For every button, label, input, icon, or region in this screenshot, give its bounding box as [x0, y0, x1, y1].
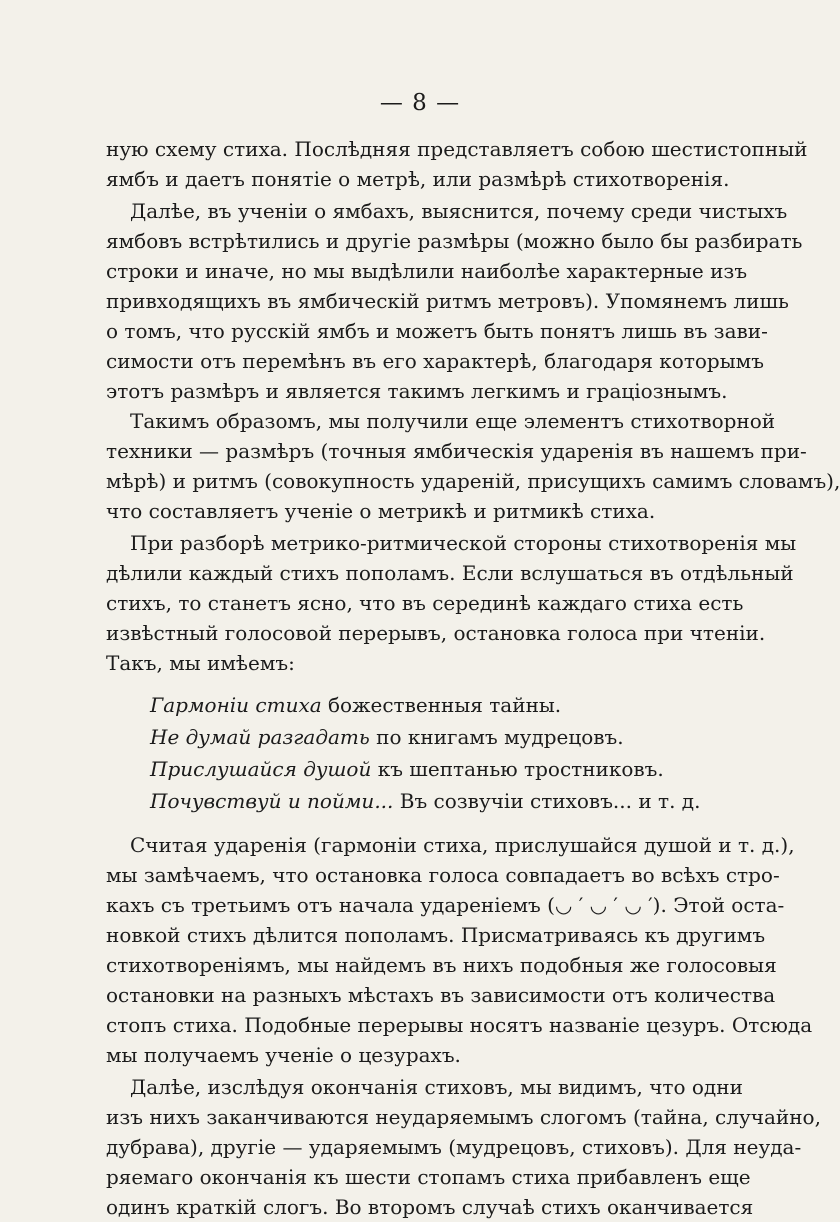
verse-first-hemistich: Гармоніи стиха — [150, 693, 322, 717]
verse-second-hemistich: божественныя тайны. — [321, 693, 562, 717]
text-line: Считая ударенія (гармоніи стиха, прислушайся душой и т. д.), — [130, 833, 795, 857]
text-line: Далѣе, въ ученіи о ямбахъ, выяснится, почему среди чистыхъ — [130, 199, 788, 223]
text-line: о томъ, что русскій ямбъ и можетъ быть понятъ лишь въ зави- — [106, 319, 768, 343]
text-line: этотъ размѣръ и является такимъ легкимъ и граціознымъ. — [106, 379, 728, 403]
text-line: мѣрѣ) и ритмъ (совокупность удареній, присущихъ самимъ словамъ), — [106, 469, 840, 493]
text-line: строки и иначе, но мы выдѣлили наиболѣе характерные изъ — [106, 259, 748, 283]
text-line: техники — размѣръ (точныя ямбическія ударенія въ нашемъ при- — [106, 439, 807, 463]
text-line: ряемаго окончанія къ шести стопамъ стиха прибавленъ еще — [106, 1165, 751, 1189]
verse-line — [150, 754, 664, 784]
text-line: стихъ, то станетъ ясно, что въ серединѣ каждаго стиха есть — [106, 591, 744, 615]
verse-first-hemistich: Прислушайся душой — [150, 757, 372, 781]
text-line: что составляетъ ученіе о метрикѣ и ритмикѣ стиха. — [106, 499, 656, 523]
verse-second-hemistich: Въ созвучіи стиховъ... и т. д. — [393, 789, 701, 813]
verse-line — [150, 786, 700, 816]
verse-first-hemistich: Не думай разгадать — [150, 725, 370, 749]
text-line: ямбовъ встрѣтились и другіе размѣры (можно было бы разбирать — [106, 229, 803, 253]
text-line: мы замѣчаемъ, что остановка голоса совпадаетъ во всѣхъ стро- — [106, 863, 780, 887]
text-line: кахъ съ третьимъ отъ начала удареніемъ (◡ ′ ◡ ′ ◡ ′). Этой оста- — [106, 893, 785, 917]
text-line: Такимъ образомъ, мы получили еще элементъ стихотворной — [130, 409, 776, 433]
text-line: стихотвореніямъ, мы найдемъ въ нихъ подобныя же голосовыя — [106, 953, 777, 977]
text-line: Далѣе, изслѣдуя окончанія стиховъ, мы видимъ, что одни — [130, 1075, 743, 1099]
text-line: Такъ, мы имѣемъ: — [106, 651, 295, 675]
verse-second-hemistich: къ шептанью тростниковъ. — [371, 757, 664, 781]
text-line: изъ нихъ заканчиваются неударяемымъ слогомъ (тайна, случайно, — [106, 1105, 821, 1129]
text-line: извѣстный голосовой перерывъ, остановка голоса при чтеніи. — [106, 621, 766, 645]
verse-line — [150, 722, 624, 752]
verse-first-hemistich: Почувствуй и пойми... — [150, 789, 394, 813]
verse-line — [150, 690, 561, 720]
text-line: дѣлили каждый стихъ пополамъ. Если вслушаться въ отдѣльный — [106, 561, 794, 585]
text-line: ямбъ и даетъ понятіе о метрѣ, или размѣрѣ стихотворенія. — [106, 167, 730, 191]
page-number: — 8 — — [379, 90, 461, 116]
text-line: привходящихъ въ ямбическій ритмъ метровъ). Упомянемъ лишь — [106, 289, 789, 313]
verse-second-hemistich: по книгамъ мудрецовъ. — [369, 725, 624, 749]
text-line: При разборѣ метрико-ритмической стороны стихотворенія мы — [130, 531, 797, 555]
text-line: остановки на разныхъ мѣстахъ въ зависимости отъ количества — [106, 983, 776, 1007]
text-line: стопъ стиха. Подобные перерывы носятъ названіе цезуръ. Отсюда — [106, 1013, 813, 1037]
text-line: дубрава), другіе — ударяемымъ (мудрецовъ, стиховъ). Для неуда- — [106, 1135, 802, 1159]
text-line: симости отъ перемѣнъ въ его характерѣ, благодаря которымъ — [106, 349, 764, 373]
text-line: одинъ краткій слогъ. Во второмъ случаѣ стихъ оканчивается — [106, 1195, 754, 1219]
text-line: ную схему стиха. Послѣдняя представляетъ собою шестистопный — [106, 137, 808, 161]
text-line: новкой стихъ дѣлится пополамъ. Присматриваясь къ другимъ — [106, 923, 766, 947]
text-line: мы получаемъ ученіе о цезурахъ. — [106, 1043, 461, 1067]
